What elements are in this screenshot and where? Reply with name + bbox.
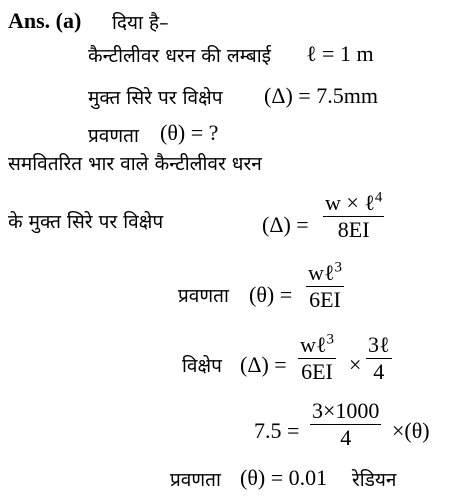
result-unit: रेडियन xyxy=(352,469,397,491)
length-value: ℓ = 1 m xyxy=(306,41,374,66)
times-sign: × xyxy=(349,352,362,377)
slope-fraction: wℓ$^3$ 6EI xyxy=(308,259,342,312)
free-end-deflection-text: के मुक्त सिरे पर विक्षेप xyxy=(8,211,164,233)
deflection-formula-text: विक्षेप xyxy=(182,355,222,377)
substitution-lhs: 7.5 = xyxy=(254,418,300,443)
deflection-lhs: (Δ) = xyxy=(262,212,309,237)
deflection-formula-fraction-1: wℓ$^3$ 6EI xyxy=(300,331,334,384)
deflection-text: मुक्त सिरे पर विक्षेप xyxy=(88,87,223,109)
slope-text: प्रवणता xyxy=(88,125,139,147)
udl-text: समवितरित भार वाले कैन्टीलीवर धरन xyxy=(8,153,262,175)
substitution-fraction: $\frac{3\times 1000}{4}$ xyxy=(312,398,380,450)
result-text: प्रवणता xyxy=(170,469,221,491)
substitution-rhs: ×(θ) xyxy=(392,418,430,443)
answer-label: Ans. (a) xyxy=(8,8,82,33)
slope-formula-text: प्रवणता xyxy=(178,285,229,307)
deflection-value: (Δ) = 7.5mm xyxy=(264,83,378,108)
given-text: दिया है– xyxy=(112,12,169,34)
deflection-fraction: w × ℓ$^4$ 8EI xyxy=(325,189,383,242)
deflection-formula-fraction-2: 3ℓ 4 xyxy=(368,332,390,384)
length-text: कैन्टीलीवर धरन की लम्बाई xyxy=(88,45,271,67)
slope-unknown: (θ) = ? xyxy=(160,120,219,145)
deflection-formula-lhs: (Δ) = xyxy=(240,352,287,377)
result-value: (θ) = 0.01 xyxy=(240,465,328,490)
slope-lhs: (θ) = xyxy=(249,282,293,307)
